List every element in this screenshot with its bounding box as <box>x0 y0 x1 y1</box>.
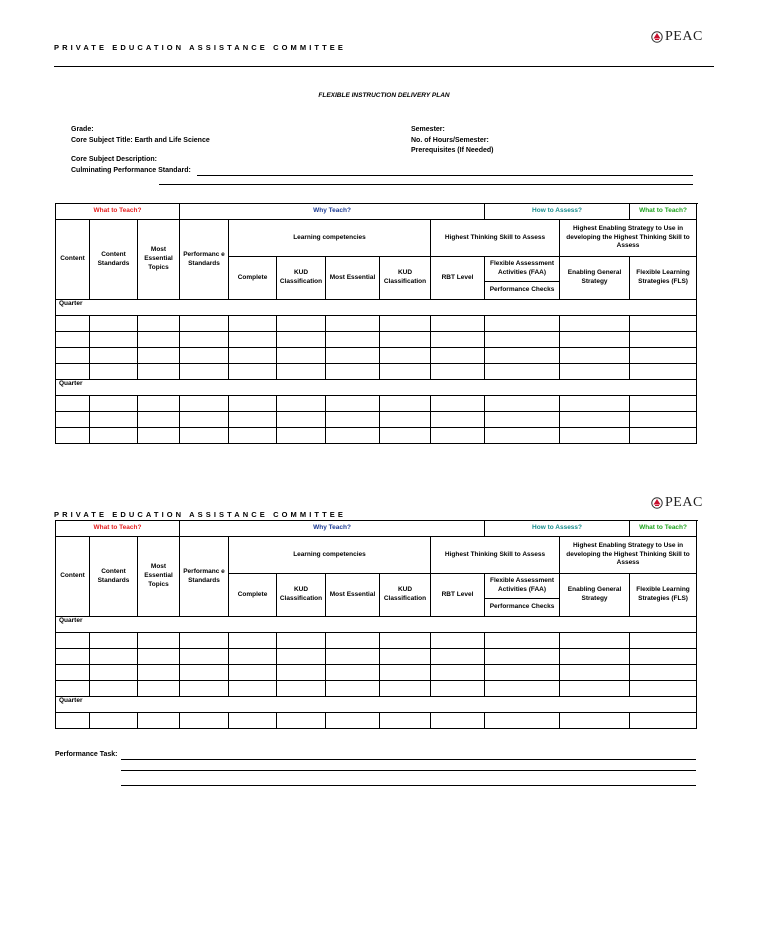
col-performance-checks: Performance Checks <box>485 282 560 300</box>
group-what-to-teach: What to Teach? <box>56 204 180 220</box>
col-most-essential: Most Essential <box>326 574 380 617</box>
table-row <box>56 396 697 412</box>
peac-logo-text: PEAC <box>665 29 703 44</box>
col-performance-standards: Performanc e Standards <box>180 537 229 617</box>
table-row <box>56 665 697 681</box>
table-row <box>56 316 697 332</box>
group-what-to-teach-2: What to Teach? <box>630 521 697 537</box>
table-row <box>56 428 697 444</box>
table-row <box>56 681 697 697</box>
col-learning-competencies: Learning competencies <box>229 220 431 257</box>
quarter-row: Quarter <box>56 697 697 713</box>
org-name: PRIVATE EDUCATION ASSISTANCE COMMITTEE <box>54 43 346 52</box>
col-kud-classification: KUD Classification <box>277 257 326 300</box>
table-row <box>56 364 697 380</box>
plan-table-2 <box>55 520 697 729</box>
col-highest-enabling-strategy: Highest Enabling Strategy to Use in developing the Highest Thinking Skill to Assess <box>560 537 697 574</box>
semester-label: Semester: <box>411 126 445 133</box>
table-row <box>56 332 697 348</box>
peac-logo-icon <box>651 31 663 43</box>
table-row <box>56 412 697 428</box>
table-row <box>56 713 697 729</box>
table-row <box>56 633 697 649</box>
col-highest-thinking-skill: Highest Thinking Skill to Assess <box>431 537 560 574</box>
performance-task-line-2[interactable] <box>121 770 696 771</box>
col-enabling-general-strategy: Enabling General Strategy <box>560 257 630 300</box>
col-faa: Flexible Assessment Activities (FAA) <box>485 574 560 599</box>
quarter-row: Quarter <box>56 617 697 633</box>
col-rbt-level: RBT Level <box>431 574 485 617</box>
col-content-standards: Content Standards <box>90 537 138 617</box>
table-row <box>56 348 697 364</box>
col-most-essential: Most Essential <box>326 257 380 300</box>
col-faa: Flexible Assessment Activities (FAA) <box>485 257 560 282</box>
performance-task-line-3[interactable] <box>121 785 696 786</box>
col-kud-classification-2: KUD Classification <box>380 574 431 617</box>
col-performance-standards: Performanc e Standards <box>180 220 229 300</box>
performance-task-line-1[interactable] <box>121 759 696 760</box>
col-rbt-level: RBT Level <box>431 257 485 300</box>
peac-logo-2 <box>651 495 703 511</box>
group-how-to-assess: How to Assess? <box>485 204 630 220</box>
peac-logo <box>651 29 703 45</box>
quarter-row: Quarter <box>56 300 697 316</box>
culminating-performance-standard-label: Culminating Performance Standard: <box>71 167 191 174</box>
group-how-to-assess: How to Assess? <box>485 521 630 537</box>
peac-logo-text: PEAC <box>665 495 703 510</box>
col-fls: Flexible Learning Strategies (FLS) <box>630 574 697 617</box>
col-learning-competencies: Learning competencies <box>229 537 431 574</box>
document-title: FLEXIBLE INSTRUCTION DELIVERY PLAN <box>318 92 450 99</box>
core-subject-title-label: Core Subject Title: Earth and Life Science <box>71 137 210 144</box>
group-why-teach: Why Teach? <box>180 521 485 537</box>
col-complete: Complete <box>229 574 277 617</box>
col-highest-enabling-strategy: Highest Enabling Strategy to Use in developing the Highest Thinking Skill to Assess <box>560 220 697 257</box>
grade-label: Grade: <box>71 126 94 133</box>
col-fls: Flexible Learning Strategies (FLS) <box>630 257 697 300</box>
hours-per-semester-label: No. of Hours/Semester: <box>411 137 489 144</box>
group-why-teach: Why Teach? <box>180 204 485 220</box>
col-performance-checks: Performance Checks <box>485 599 560 617</box>
header-rule <box>54 66 714 67</box>
group-what-to-teach-2: What to Teach? <box>630 204 697 220</box>
plan-table-1 <box>55 203 697 444</box>
group-what-to-teach: What to Teach? <box>56 521 180 537</box>
col-enabling-general-strategy: Enabling General Strategy <box>560 574 630 617</box>
org-name-2: PRIVATE EDUCATION ASSISTANCE COMMITTEE <box>54 510 346 519</box>
quarter-row: Quarter <box>56 380 697 396</box>
col-most-essential-topics: Most Essential Topics <box>138 537 180 617</box>
col-kud-classification-2: KUD Classification <box>380 257 431 300</box>
prerequisites-label: Prerequisites (If Needed) <box>411 147 494 154</box>
col-most-essential-topics: Most Essential Topics <box>138 220 180 300</box>
table-row <box>56 649 697 665</box>
performance-task-label: Performance Task: <box>55 751 118 758</box>
col-kud-classification: KUD Classification <box>277 574 326 617</box>
core-subject-description-label: Core Subject Description: <box>71 156 157 163</box>
col-complete: Complete <box>229 257 277 300</box>
col-highest-thinking-skill: Highest Thinking Skill to Assess <box>431 220 560 257</box>
culminating-standard-line-1[interactable] <box>197 175 693 176</box>
culminating-standard-line-2[interactable] <box>159 184 693 185</box>
col-content: Content <box>56 537 90 617</box>
col-content: Content <box>56 220 90 300</box>
col-content-standards: Content Standards <box>90 220 138 300</box>
peac-logo-icon <box>651 497 663 509</box>
